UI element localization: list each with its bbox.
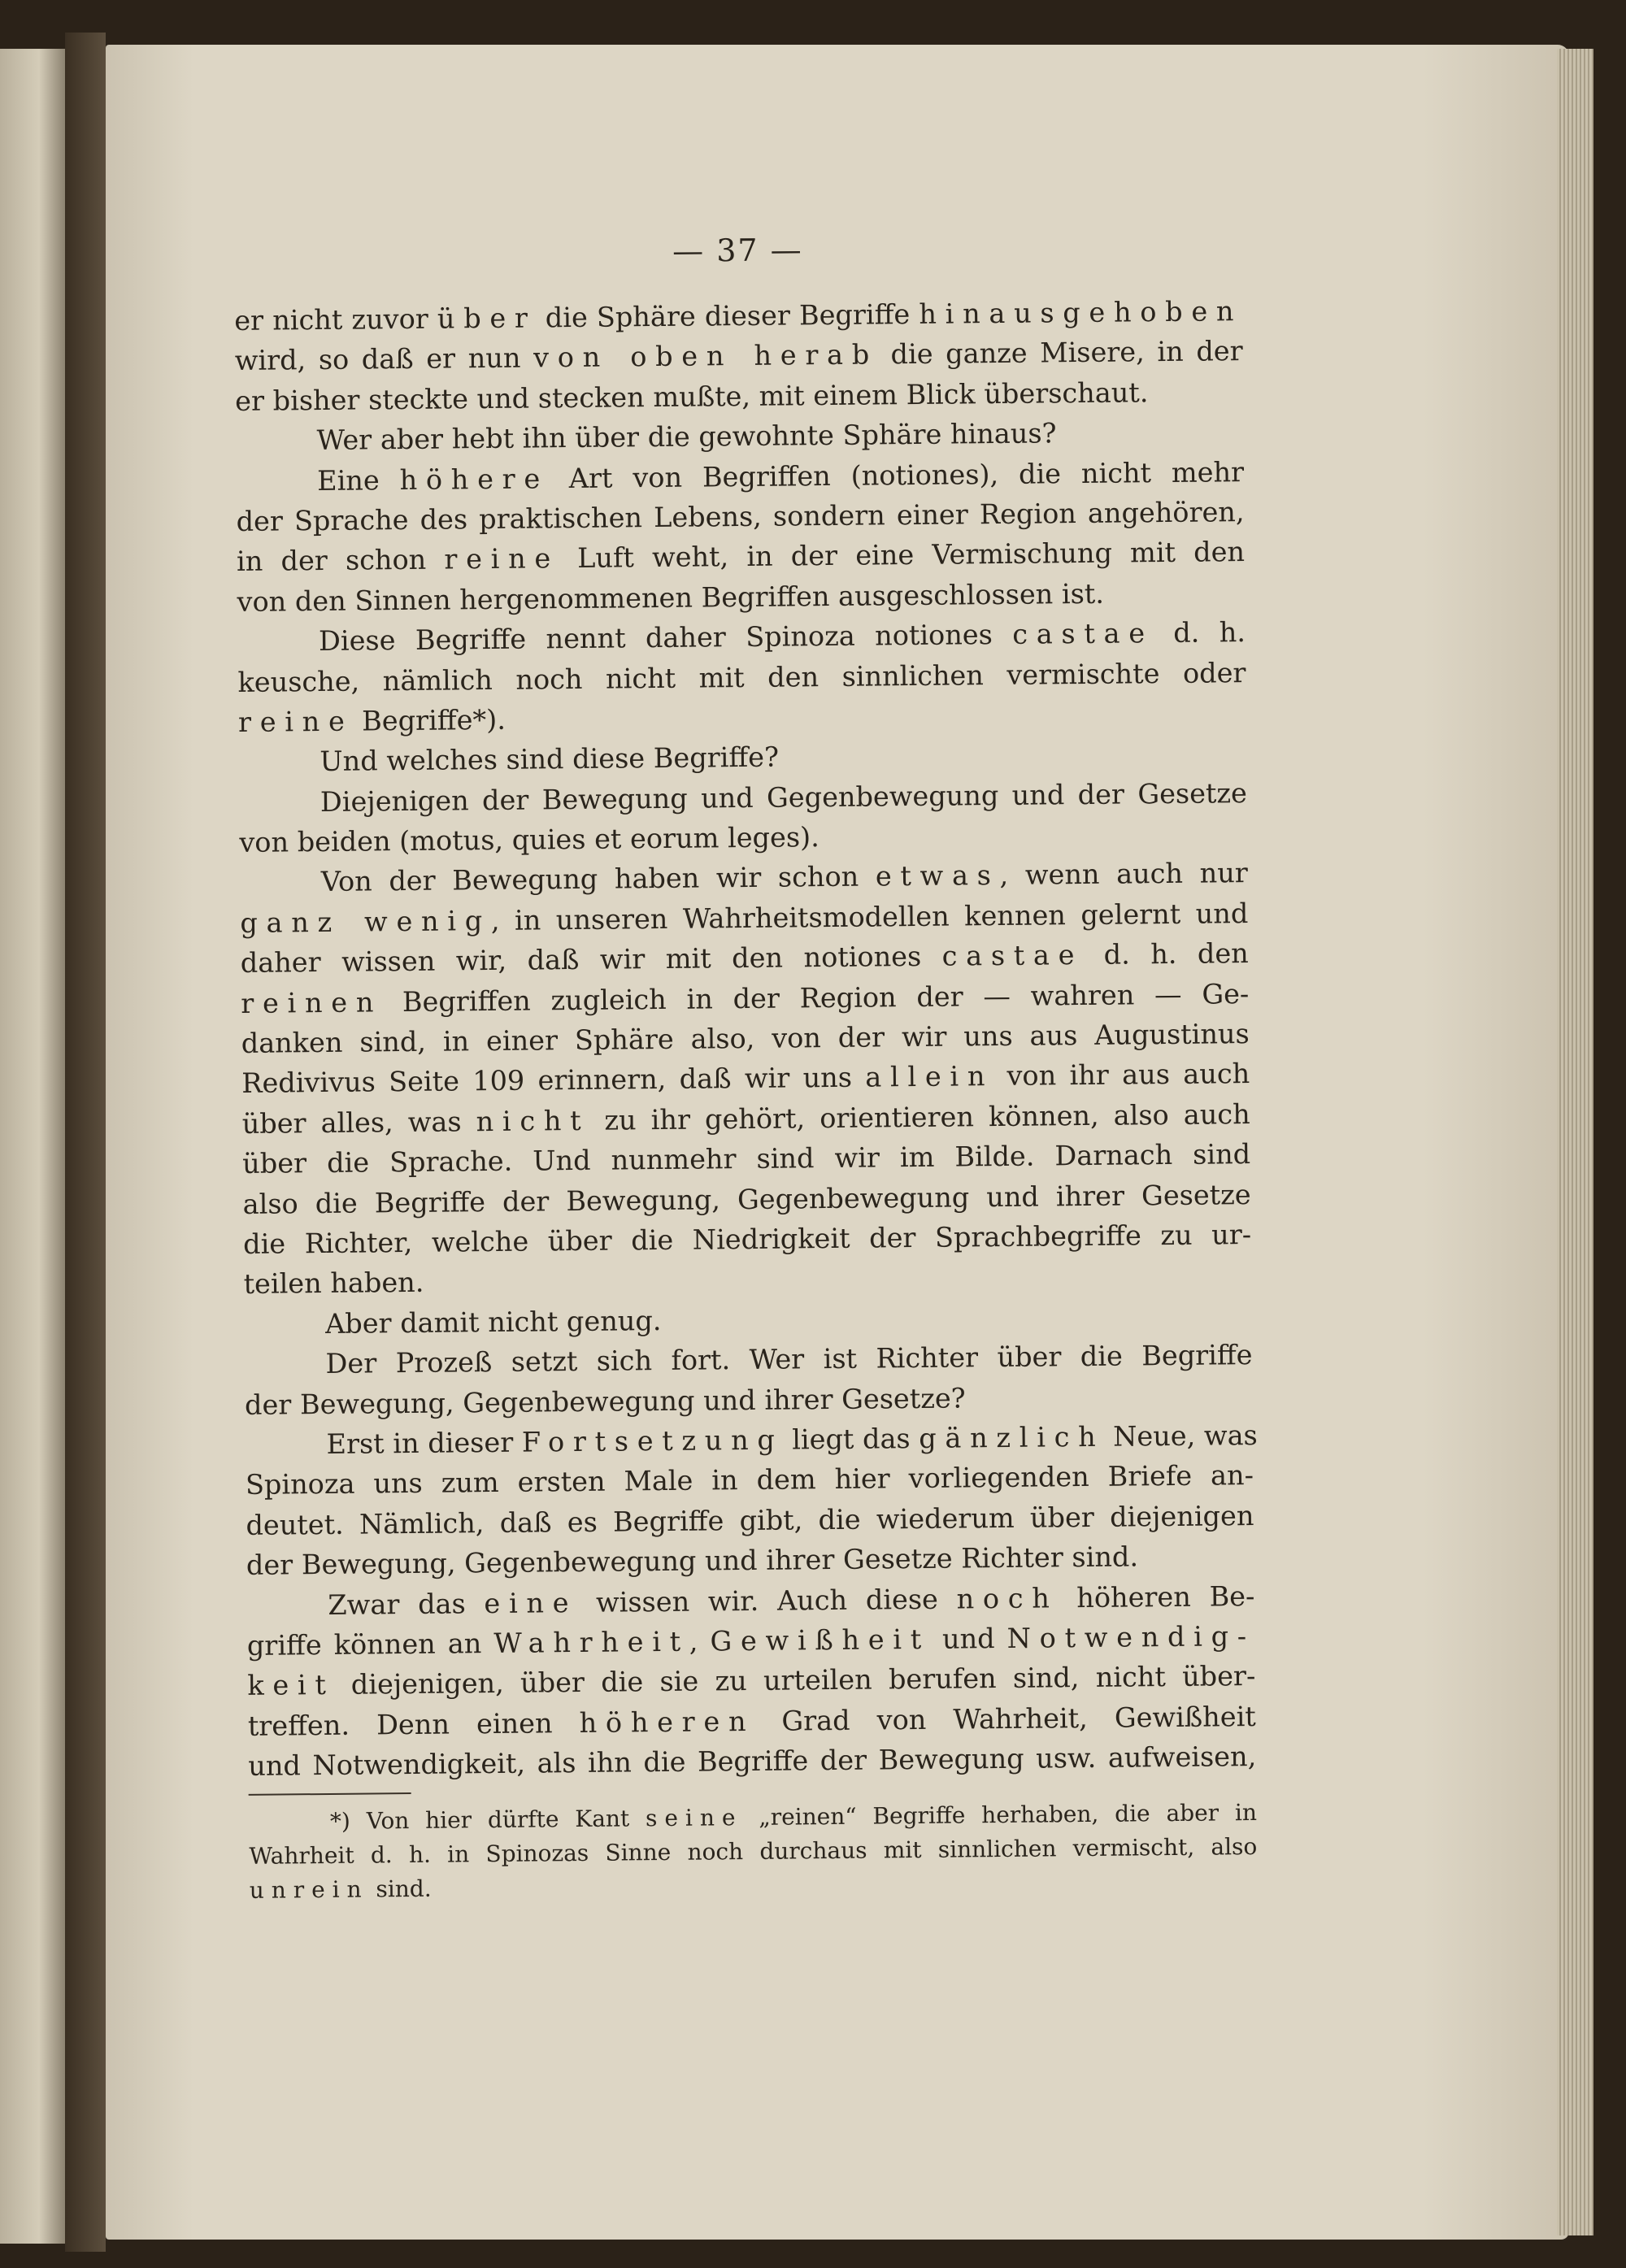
- text-run: Neue, was: [1104, 1419, 1258, 1453]
- text-run: Und welches sind diese Begriffe?: [320, 741, 780, 778]
- text-run: griffe können an: [246, 1627, 494, 1662]
- text-run: liegt das: [783, 1422, 920, 1456]
- text-run: *) Von hier dürfte Kant: [329, 1805, 646, 1836]
- text-run: Wahrheit d. h. in Spinozas Sinne noch durchaus mit sinnlichen vermischt, also: [249, 1833, 1258, 1870]
- spaced-emphasis: von oben herab: [533, 338, 879, 374]
- text-run: die ganze Misere, in der: [877, 335, 1243, 371]
- text-run: wissen wir. Auch diese: [577, 1583, 957, 1618]
- footnote: [249, 1796, 1258, 1908]
- spaced-emphasis: hinausgehoben: [919, 295, 1243, 330]
- text-run: Aber damit nicht genug.: [324, 1304, 662, 1340]
- text-run: Spinoza uns zum ersten Male in dem hier vorliegenden Briefe an-: [245, 1459, 1254, 1501]
- text-run: Art von Begriffen (notiones), die nicht mehr: [548, 455, 1245, 494]
- text-run: teilen haben.: [243, 1267, 424, 1301]
- spaced-emphasis: reine: [444, 542, 560, 576]
- spaced-emphasis: seine: [645, 1804, 743, 1832]
- text-run: die Richter, welche über die Niedrigkeit der Sprachbegriffe zu ur-: [242, 1219, 1252, 1260]
- text-line: [248, 1736, 1256, 1786]
- text-run: von ihr aus auch: [993, 1058, 1250, 1093]
- text-run: die Sphäre dieser Begriffe: [536, 298, 920, 334]
- spaced-emphasis: höhere: [399, 462, 550, 496]
- facing-page-edge: [0, 49, 65, 2244]
- text-run: und: [929, 1622, 1007, 1655]
- spaced-emphasis: gänzlich: [919, 1420, 1105, 1454]
- spaced-emphasis: über: [437, 302, 537, 335]
- text-run: , in unseren Wahrheitsmodellen kennen gelernt und: [490, 897, 1249, 936]
- text-run: Der Prozeß setzt sich fort. Wer ist Richter über die Begriffe: [325, 1339, 1253, 1380]
- text-run: diejenigen, über die sie zu urteilen berufen sind, nicht über-: [334, 1660, 1256, 1701]
- text-run: Von der Bewegung haben wir schon: [320, 860, 876, 898]
- text-run: Luft weht, in der eine Vermischung mit den: [559, 536, 1246, 575]
- page-text: [234, 232, 1258, 1908]
- text-run: sind.: [368, 1875, 432, 1903]
- text-run: ,: [689, 1625, 711, 1658]
- text-run: in der schon: [236, 543, 445, 578]
- text-run: d. h. den: [1082, 937, 1249, 971]
- spaced-emphasis: höheren: [579, 1705, 755, 1739]
- text-run: Grad von Wahrheit, Gewißheit: [754, 1700, 1256, 1737]
- spaced-emphasis: nicht: [476, 1104, 590, 1138]
- text-run: und Notwendigkeit, als ihn die Begriffe der Bewegung usw. aufweisen,: [248, 1740, 1257, 1782]
- text-run: „reinen“ Begriffe herhaben, die aber in: [742, 1799, 1258, 1831]
- body-text: [234, 291, 1256, 1786]
- text-run: von den Sinnen hergenommenen Begriffen ausgeschlossen ist.: [237, 577, 1105, 618]
- text-run: der Bewegung, Gegenbewegung und ihrer Gesetze Richter sind.: [246, 1540, 1139, 1582]
- spaced-emphasis: Fortsetzung: [521, 1423, 784, 1458]
- text-run: also die Begriffe der Bewegung, Gegenbewegung und ihrer Gesetze: [242, 1178, 1251, 1220]
- text-run: er nicht zuvor: [234, 302, 438, 337]
- text-run: Erst in dieser: [326, 1426, 523, 1460]
- footnote-rule: [249, 1792, 411, 1796]
- text-run: der Sprache des praktischen Lebens, sondern einer Region angehören,: [236, 496, 1245, 537]
- spaced-emphasis: noch: [956, 1581, 1059, 1615]
- page-number: — 37 —: [672, 232, 803, 269]
- text-run: Begriffe*).: [353, 703, 506, 737]
- page-stack-edge: [1557, 49, 1593, 2235]
- binding-gutter: [65, 33, 106, 2252]
- text-run: von beiden (motus, quies et eorum leges).: [239, 821, 820, 859]
- text-run: deutet. Nämlich, daß es Begriffe gibt, die wiederum über diejenigen: [246, 1499, 1254, 1541]
- text-run: er bisher steckte und stecken mußte, mit einem Blick überschaut.: [234, 376, 1149, 417]
- text-run: d. h.: [1153, 616, 1246, 650]
- text-run: Zwar das: [328, 1587, 485, 1621]
- spaced-emphasis: unrein: [249, 1875, 369, 1905]
- text-run: , wenn auch nur: [999, 857, 1249, 892]
- spaced-emphasis: eine: [484, 1586, 578, 1619]
- spaced-emphasis: Notwendig-: [1006, 1619, 1255, 1654]
- spaced-emphasis: reinen: [241, 985, 383, 1019]
- text-run: Redivivus Seite 109 erinnern, daß wir uns: [241, 1062, 866, 1100]
- spaced-emphasis: castae: [1012, 617, 1154, 650]
- spaced-emphasis: reine: [237, 705, 354, 738]
- text-run: keusche, nämlich noch nicht mit den sinnlichen vermischte oder: [237, 656, 1246, 698]
- spaced-emphasis: Wahrheit: [493, 1625, 690, 1659]
- text-run: über die Sprache. Und nunmehr sind wir im Bilde. Darnach sind: [242, 1138, 1251, 1180]
- text-run: der Bewegung, Gegenbewegung und ihrer Gesetze?: [244, 1381, 966, 1421]
- text-run: daher wissen wir, daß wir mit den notiones: [240, 940, 942, 980]
- text-run: höheren Be-: [1058, 1579, 1255, 1614]
- text-run: Diejenigen der Bewegung und Gegenbewegung und der Gesetze: [320, 776, 1248, 818]
- spaced-emphasis: keit: [247, 1669, 335, 1702]
- text-run: Eine: [316, 463, 400, 497]
- spaced-emphasis: ganz wenig: [240, 904, 492, 939]
- text-run: treffen. Denn einen: [247, 1706, 580, 1742]
- text-run: zu ihr gehört, orientieren können, also auch: [589, 1097, 1250, 1136]
- text-run: wird, so daß er nun: [234, 341, 534, 377]
- spaced-emphasis: castae: [941, 939, 1084, 972]
- text-run: danken sind, in einer Sphäre also, von der wir uns aus Augustinus: [241, 1018, 1250, 1059]
- text-run: Diese Begriffe nennt daher Spinoza notiones: [318, 618, 1013, 658]
- text-run: Begriffen zugleich in der Region der — wahren — Ge-: [381, 977, 1250, 1018]
- text-run: über alles, was: [241, 1106, 476, 1140]
- spaced-emphasis: Gewißheit: [710, 1623, 931, 1658]
- spaced-emphasis: allein: [865, 1060, 994, 1094]
- text-run: Wer aber hebt ihn über die gewohnte Sphäre hinaus?: [316, 417, 1057, 457]
- spaced-emphasis: etwas: [875, 859, 1000, 893]
